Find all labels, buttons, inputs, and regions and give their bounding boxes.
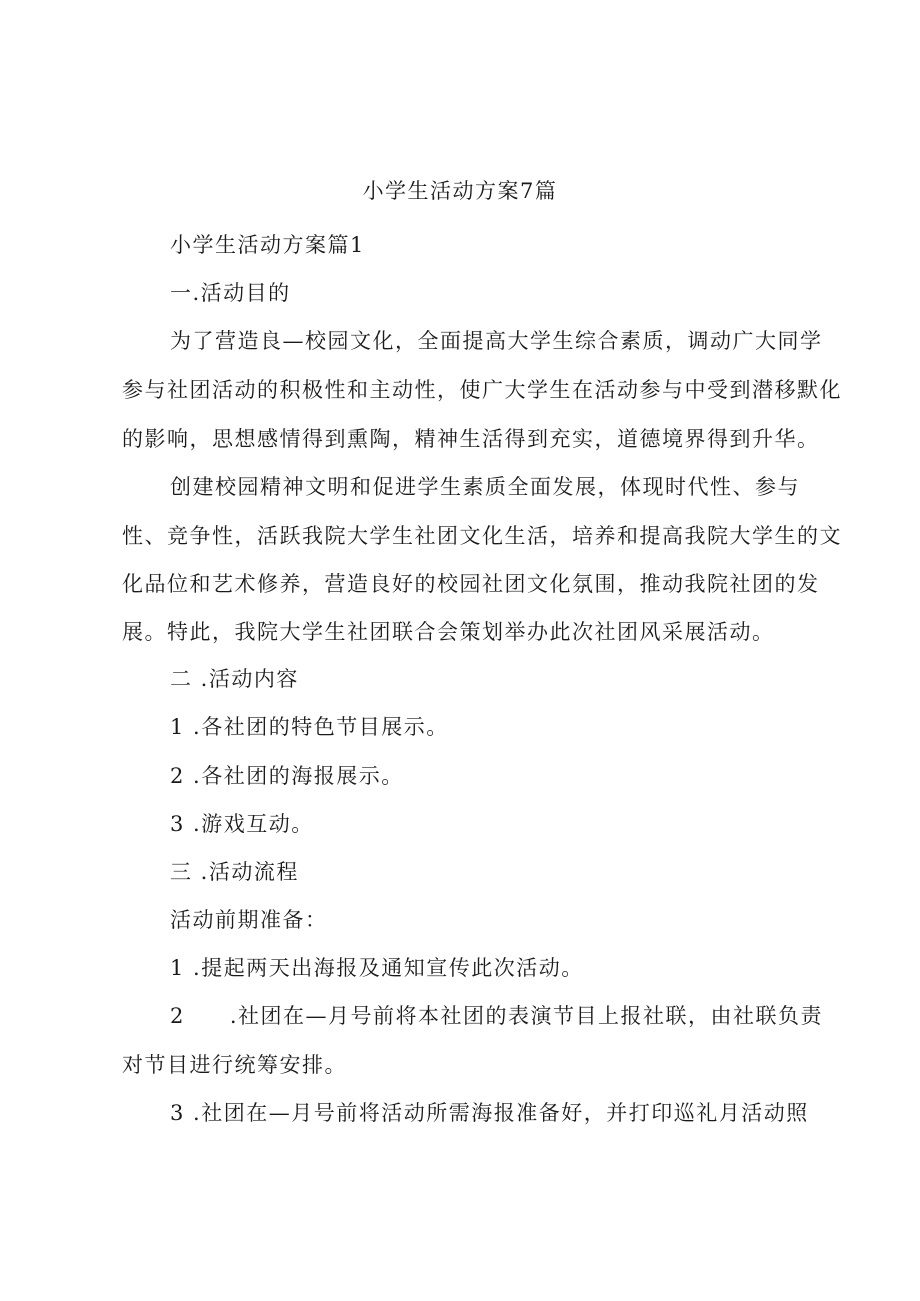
list-item: 1 .提起两天出海报及通知宣传此次活动。 [170, 956, 584, 980]
paragraph-line: 性、竞争性，活跃我院大学生社团文化生活，培养和提高我院大学生的文 [122, 524, 842, 548]
section-heading-process: 三 .活动流程 [170, 860, 299, 884]
paragraph-line: 参与社团活动的积极性和主动性，使广大学生在活动参与中受到潜移默化 [122, 378, 842, 402]
section-heading-content: 二 .活动内容 [170, 667, 299, 691]
paragraph-line: 的影响，思想感情得到熏陶，精神生活得到充实，道德境界得到升华。 [122, 427, 820, 451]
section-heading-purpose: 一.活动目的 [170, 281, 291, 305]
list-item: 2 .各社团的海报展示。 [170, 764, 404, 788]
paragraph-line: 化品位和艺术修养，营造良好的校园社团文化氛围，推动我院社团的发 [122, 572, 820, 596]
paragraph-line: 创建校园精神文明和促进学生素质全面发展，体现时代性、参与 [170, 475, 800, 499]
list-item: 3 .社团在—月号前将活动所需海报准备好，并打印巡礼月活动照 [170, 1101, 809, 1125]
paragraph-line: 为了营造良—校园文化，全面提高大学生综合素质，调动广大同学 [170, 329, 823, 353]
list-item: 1 .各社团的特色节目展示。 [170, 715, 449, 739]
subsection-heading: 活动前期准备： [170, 908, 328, 932]
list-item: 2 .社团在—月号前将本社团的表演节目上报社联，由社联负责 [170, 1004, 824, 1028]
list-item: 3 .游戏互动。 [170, 812, 314, 836]
document-title: 小学生活动方案7篇 [362, 179, 558, 203]
paragraph-line: 对节目进行统筹安排。 [122, 1053, 347, 1077]
paragraph-line: 展。特此，我院大学生社团联合会策划举办此次社团风采展活动。 [122, 620, 775, 644]
section-heading-article-1: 小学生活动方案篇1 [170, 233, 365, 257]
